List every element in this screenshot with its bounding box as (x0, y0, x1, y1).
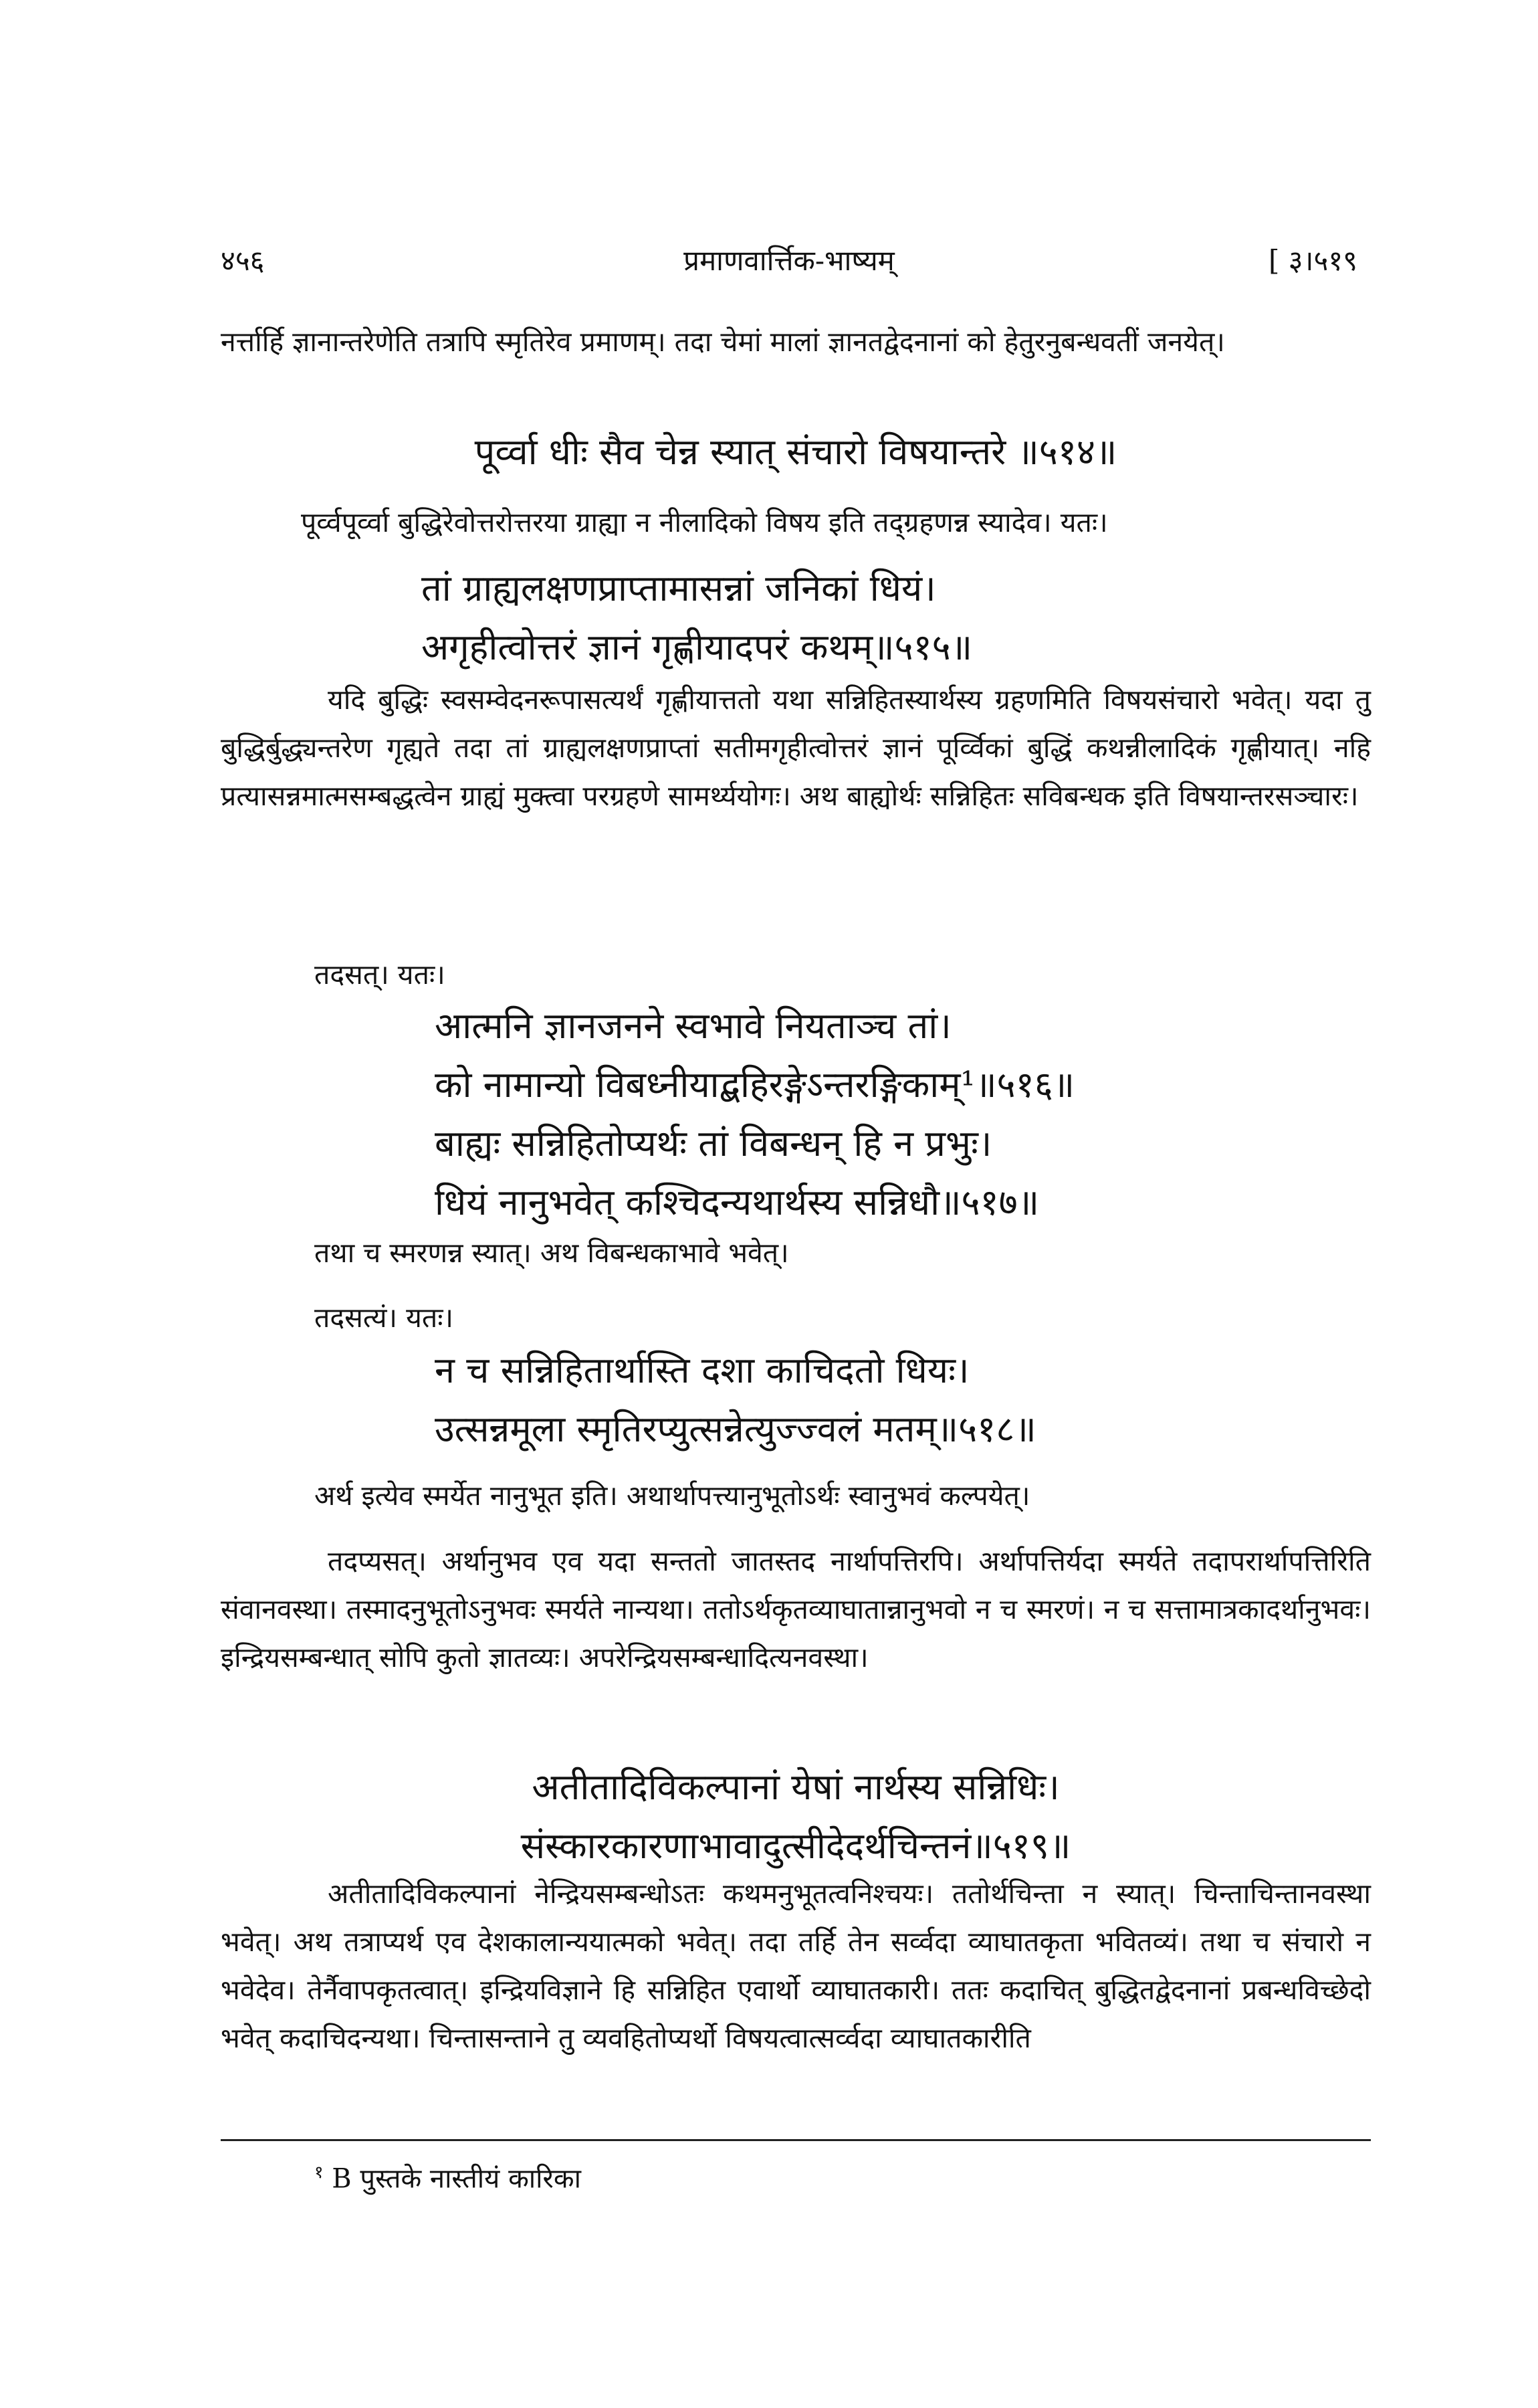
commentary-paragraph: अतीतादिविकल्पानां नेन्द्रियसम्बन्धोऽतः कथमनुभूतत्वनिश्चयः। ततोर्थचिन्ता न स्यात्। चिन्ताचिन्तानवस्था भवेत्। अथ तत्राप्यर्थ एव देशकालान्ययात्मको भवेत्। तदा तर्हि तेन सर्व्वदा व्याघातकृता भवितव्यं। तथा च संचारो न भवेदेव। तेर्नैवापकृतत्वात्। इन्द्रियविज्ञाने हि सन्निहित एवार्थो व्याघातकारी। ततः कदाचित् बुद्धितद्वेदनानां प्रबन्धविच्छेदो भवेत् कदाचिदन्यथा। चिन्तासन्ताने तु व्यवहितोप्यर्थो विषयत्वात्सर्व्वदा व्याघातकारीति (221, 1878, 1371, 2054)
verse-line: पूर्व्वा धीः सैव चेन्न स्यात् संचारो विषयान्तरे ॥५१४॥ (474, 431, 1117, 473)
commentary-paragraph: पूर्व्वपूर्व्वा बुद्धिरेवोत्तरोत्तरया ग्राह्या न नीलादिको विषय इति तद्ग्रहणन्न स्यादेव। यतः। (301, 506, 1108, 538)
verse-line: बाह्यः सन्निहितोप्यर्थः तां विबन्धन् हि न प्रभुः। (435, 1122, 992, 1165)
commentary-paragraph: नर्त्तार्हि ज्ञानान्तरेणेति तत्रापि स्मृतिरेव प्रमाणम्। तदा चेमां मालां ज्ञानतद्वेदनानां को हेतुरनुबन्धवतीं जनयेत्। (221, 326, 1225, 358)
footnote (314, 2152, 581, 2199)
karika-516-517 (221, 997, 1371, 1232)
running-title: प्रमाणवार्त्तिक-भाष्यम् (683, 244, 895, 277)
commentary-line: तदसत्यं। यतः। (314, 1302, 454, 1334)
karika-518 (221, 1341, 1371, 1459)
commentary-paragraph: तदप्यसत्। अर्थानुभव एव यदा सन्ततो जातस्तद नार्थापत्तिरपि। अर्थापत्तिर्यदा स्मर्यते तदापरार्थापत्तिरिति संवानवस्था। तस्मादनुभूतोऽनुभवः स्मर्यते नान्यथा। ततोऽर्थकृतव्याघातान्नानुभवो न च स्मरणं। न च सत्तामात्रकादर्थानुभवः। इन्द्रियसम्बन्धात् सोपि कुतो ज्ञातव्यः। अपरेन्द्रियसम्बन्धादित्यनवस्था। (221, 1545, 1371, 1674)
verse-line: अतीतादिविकल्पानां येषां नार्थस्य सन्निधिः। (532, 1766, 1060, 1808)
verse-line: संस्कारकारणाभावादुत्सीदेदर्थचिन्तनं॥५१९॥ (520, 1825, 1071, 1867)
footnote-rule (221, 2139, 1371, 2141)
footnote-text: B पुस्तके नास्तीयं कारिका (332, 2163, 581, 2195)
karika-519 (221, 1758, 1371, 1876)
verse-line: धियं नानुभवेत् कश्चिदन्यथार्थस्य सन्निधौ॥५१७॥ (435, 1181, 1040, 1223)
commentary-line: तथा च स्मरणन्न स्यात्। अथ विबन्धकाभावे भवेत्। (314, 1237, 789, 1269)
verse-line: तां ग्राह्यलक्षणप्राप्तामासन्नां जनिकां धियं। (421, 567, 936, 609)
footnote-mark: १ (314, 2163, 324, 2183)
verse-line: न च सन्निहितार्थास्ति दशा काचिदतो धियः। (435, 1349, 970, 1391)
verse-line: अगृहीत्वोत्तरं ज्ञानं गृह्णीयादपरं कथम्॥५१५॥ (421, 626, 973, 668)
page-number: ४५६ (221, 244, 265, 277)
verse-line: उत्सन्नमूला स्मृतिरप्युत्सन्नेत्युज्ज्वलं मतम्॥५१८॥ (435, 1408, 1036, 1450)
commentary-line: तदसत्। यतः। (314, 959, 445, 991)
commentary-line: अर्थ इत्येव स्मर्येत नानुभूत इति। अथार्थापत्त्यानुभूतोऽर्थः स्वानुभवं कल्पयेत्। (314, 1480, 1030, 1512)
running-head (221, 237, 1357, 284)
karika-514 (221, 423, 1371, 482)
verse-range: [ ३।५१९ (1268, 244, 1357, 277)
commentary-paragraph: यदि बुद्धिः स्वसम्वेदनरूपासत्यर्थं गृह्णीयात्ततो यथा सन्निहितस्यार्थस्य ग्रहणमिति विषयसंचारो भवेत्। यदा तु बुद्धिर्बुद्ध्यन्तरेण गृह्यते तदा तां ग्राह्यलक्षणप्राप्तां सतीमगृहीत्वोत्तरं ज्ञानं पूर्व्विकां बुद्धिं कथन्नीलादिकं गृह्णीयात्। नहि प्रत्यासन्नमात्मसम्बद्धत्वेन ग्राह्यं मुक्त्वा परग्रहणे सामर्थ्ययोगः। अथ बाह्योर्थः सन्निहितः सविबन्धक इति विषयान्तरसञ्चारः। (221, 684, 1371, 812)
karika-515 (221, 559, 1371, 677)
verse-line: को नामान्यो विबध्नीयाद्बहिरङ्गेऽन्तरङ्गिकाम्¹॥५१६॥ (435, 1064, 1075, 1106)
verse-line: आत्मनि ज्ञानजनने स्वभावे नियताञ्च तां। (435, 1005, 952, 1047)
